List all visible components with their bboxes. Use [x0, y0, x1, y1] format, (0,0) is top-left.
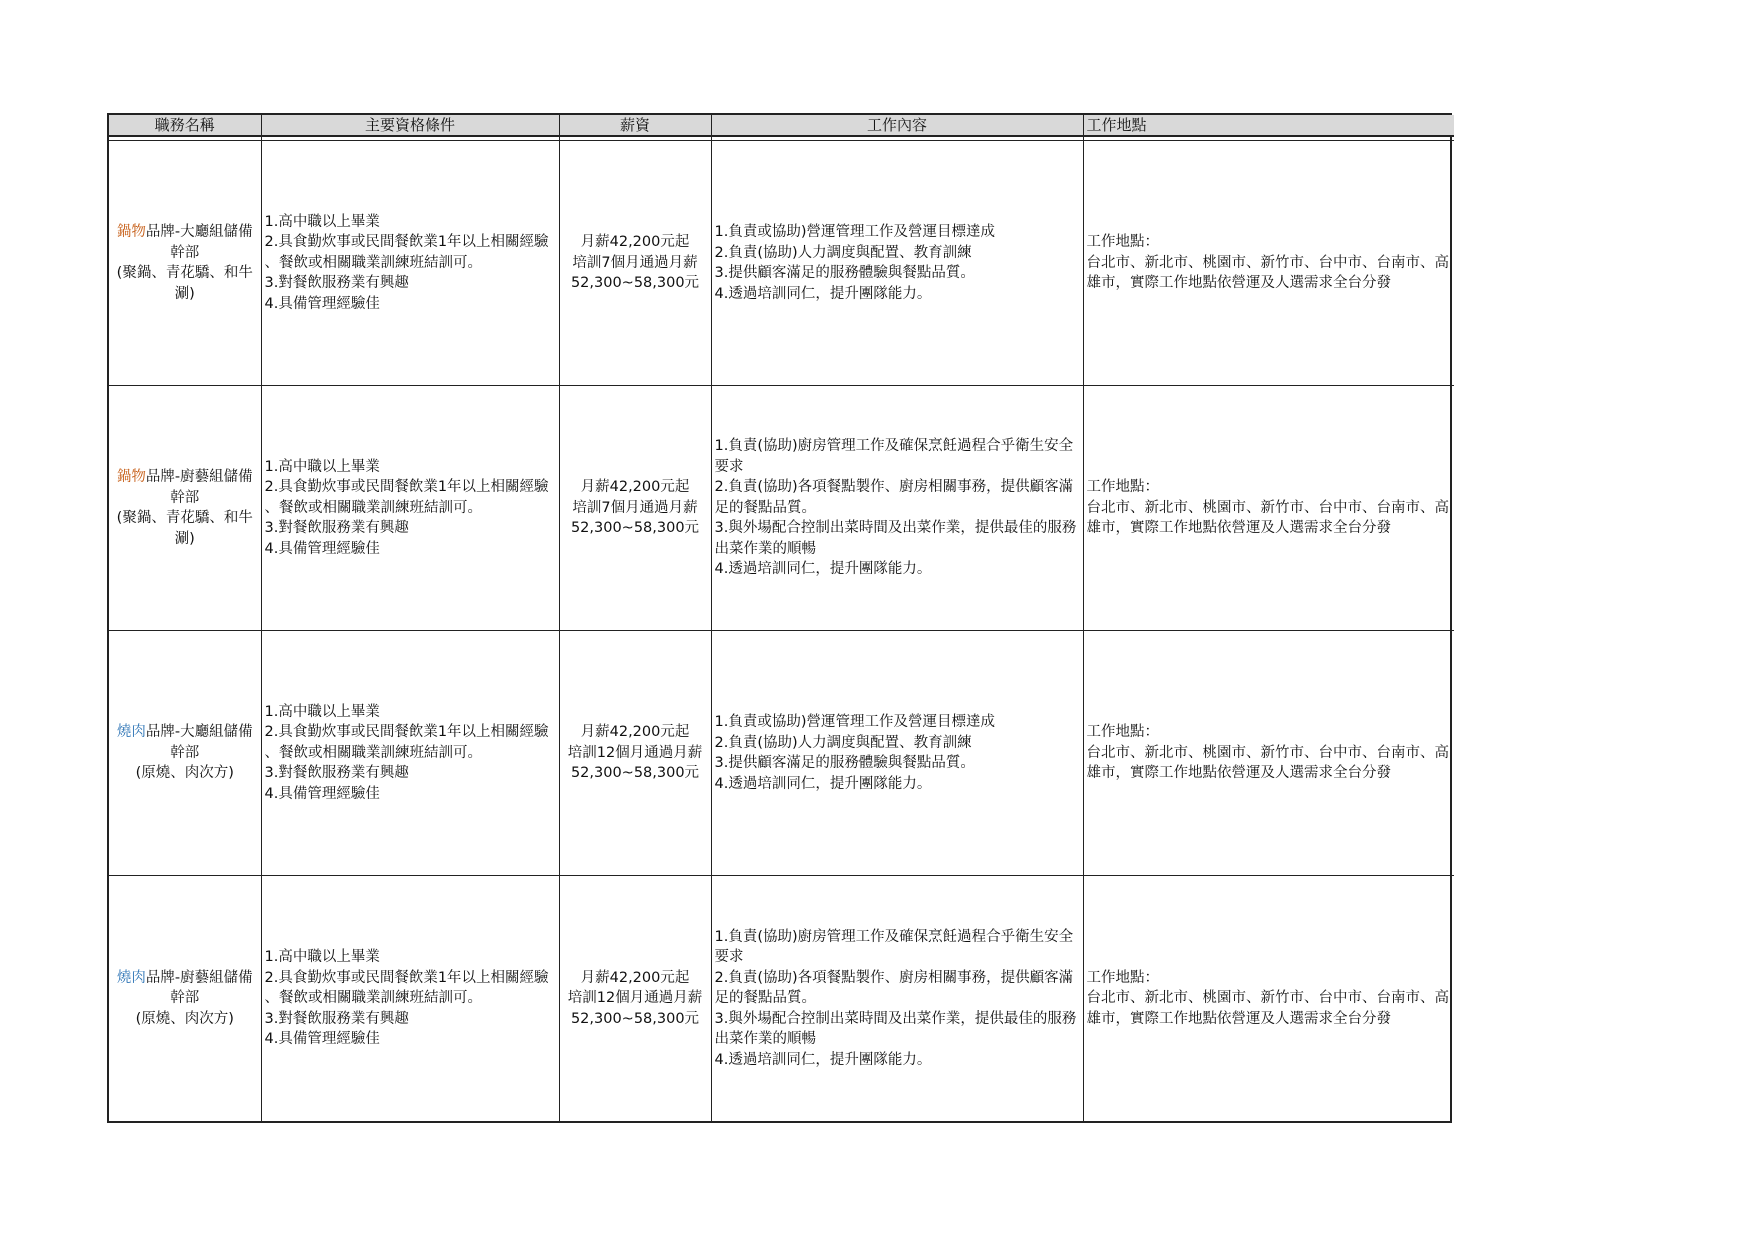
duty-line: 1.負責或協助)營運管理工作及營運目標達成: [714, 224, 995, 240]
duty-line: 1.負責或協助)營運管理工作及營運目標達成: [714, 714, 995, 730]
qualification-line: 1.高中職以上畢業: [264, 458, 380, 475]
table-header: [109, 115, 1454, 136]
duty-line: 2.負責(協助)各項餐點製作、廚房相關事務，提供顧客滿足的餐點品質。: [714, 479, 1074, 516]
header-location: 工作地點: [1083, 115, 1454, 136]
brand-list: (原燒、肉次方): [135, 765, 234, 782]
duty-line: 3.提供顧客滿足的服務體驗與餐點品質。: [714, 755, 975, 771]
duties-cell: [711, 876, 1083, 1121]
qualification-line: 2.具食勤炊事或民間餐飲業1年以上相關經驗: [264, 234, 549, 251]
location-label: 工作地點：: [1086, 234, 1159, 251]
salary-cell: [559, 876, 711, 1121]
job-title: [112, 467, 258, 508]
job-title: [112, 722, 258, 763]
duty-line: 4.透過培訓同仁，提升團隊能力。: [714, 775, 932, 792]
qualifications-cell: [261, 876, 559, 1121]
qualification-line: 1.高中職以上畢業: [264, 949, 380, 965]
qualification-line: 3.對餐飲服務業有興趣: [264, 765, 409, 782]
job-table: [109, 115, 1454, 1121]
duties-cell: [711, 631, 1083, 876]
job-title-cell: [109, 876, 261, 1121]
duty-line: 4.透過培訓同仁，提升團隊能力。: [714, 1051, 932, 1068]
duty-line: 4.透過培訓同仁，提升團隊能力。: [714, 561, 932, 578]
qualification-line: 3.對餐飲服務業有興趣: [264, 275, 409, 292]
qualification-line: 4.具備管理經驗佳: [264, 1031, 380, 1047]
qualification-line: 4.具備管理經驗佳: [264, 540, 380, 557]
qualification-line: 3.對餐飲服務業有興趣: [264, 520, 409, 537]
salary-line: 52,300~58,300元: [570, 520, 700, 537]
duty-line: 3.與外場配合控制出菜時間及出菜作業，提供最佳的服務出菜作業的順暢: [714, 1010, 1077, 1047]
table-row: [109, 386, 1454, 631]
duty-line: 1.負責(協助)廚房管理工作及確保烹飪過程合乎衛生安全要求: [714, 928, 1074, 965]
qualification-line: 2.具食勤炊事或民間餐飲業1年以上相關經驗: [264, 724, 549, 741]
duty-line: 3.提供顧客滿足的服務體驗與餐點品質。: [714, 265, 975, 281]
brand-name: 鍋物: [116, 469, 146, 485]
salary-line: 52,300~58,300元: [570, 765, 700, 782]
qualification-line: 4.具備管理經驗佳: [264, 295, 380, 312]
qualifications-cell: [261, 386, 559, 631]
location-text: 台北市、新北市、桃園市、新竹市、台中市、台南市、高雄市，實際工作地點依營運及人選需求全台分發: [1086, 254, 1449, 292]
qualification-line: 、餐飲或相關職業訓練班結訓可。: [264, 990, 482, 1006]
location-text: 台北市、新北市、桃園市、新竹市、台中市、台南市、高雄市，實際工作地點依營運及人選需求全台分發: [1086, 744, 1449, 782]
job-title-text: 品牌-廚藝組儲備幹部: [145, 969, 253, 1006]
salary-line: 培訓12個月通過月薪: [567, 744, 703, 761]
salary-cell: [559, 386, 711, 631]
table-body: [109, 141, 1454, 1121]
job-title: [112, 222, 258, 263]
qualification-line: 、餐飲或相關職業訓練班結訓可。: [264, 499, 482, 516]
location-text: 台北市、新北市、桃園市、新竹市、台中市、台南市、高雄市，實際工作地點依營運及人選需求全台分發: [1086, 499, 1449, 537]
salary-line: 培訓12個月通過月薪: [567, 990, 703, 1006]
brand-name: 燒肉: [116, 724, 146, 741]
location-label: 工作地點：: [1086, 969, 1159, 986]
salary-line: 月薪42,200元起: [580, 969, 690, 986]
table-row: [109, 141, 1454, 386]
qualification-line: 2.具食勤炊事或民間餐飲業1年以上相關經驗: [264, 969, 549, 986]
job-title-text: 品牌-大廳組儲備幹部: [145, 724, 253, 761]
location-cell: [1083, 631, 1454, 876]
salary-line: 培訓7個月通過月薪: [572, 254, 698, 271]
qualifications-cell: [261, 631, 559, 876]
duty-line: 4.透過培訓同仁，提升團隊能力。: [714, 285, 932, 302]
qualifications-cell: [261, 141, 559, 386]
duty-line: 2.負責(協助)各項餐點製作、廚房相關事務，提供顧客滿足的餐點品質。: [714, 969, 1074, 1006]
location-cell: [1083, 386, 1454, 631]
duties-cell: [711, 141, 1083, 386]
brand-name: 燒肉: [116, 969, 146, 986]
table-row: [109, 631, 1454, 876]
qualification-line: 、餐飲或相關職業訓練班結訓可。: [264, 254, 482, 271]
header-title: 職務名稱: [109, 115, 261, 136]
salary-line: 培訓7個月通過月薪: [572, 499, 698, 516]
salary-line: 月薪42,200元起: [580, 234, 690, 251]
brand-list: (原燒、肉次方): [135, 1010, 234, 1027]
location-label: 工作地點：: [1086, 724, 1159, 741]
qualification-line: 4.具備管理經驗佳: [264, 785, 380, 802]
job-title-cell: [109, 631, 261, 876]
brand-list: (聚鍋、青花驕、和牛涮): [116, 265, 253, 302]
qualification-line: 1.高中職以上畢業: [264, 213, 380, 230]
brand-list: (聚鍋、青花驕、和牛涮): [116, 510, 253, 547]
location-label: 工作地點：: [1086, 479, 1159, 496]
location-cell: [1083, 141, 1454, 386]
job-title-cell: [109, 141, 261, 386]
duty-line: 2.負責(協助)人力調度與配置、教育訓練: [714, 244, 972, 261]
location-text: 台北市、新北市、桃園市、新竹市、台中市、台南市、高雄市，實際工作地點依營運及人選需求全台分發: [1086, 990, 1449, 1027]
job-title-text: 品牌-廚藝組儲備幹部: [145, 469, 253, 506]
salary-line: 52,300~58,300元: [570, 275, 700, 292]
location-cell: [1083, 876, 1454, 1121]
duty-line: 2.負責(協助)人力調度與配置、教育訓練: [714, 734, 972, 751]
table-row: [109, 876, 1454, 1121]
qualification-line: 3.對餐飲服務業有興趣: [264, 1010, 409, 1027]
salary-line: 52,300~58,300元: [570, 1010, 700, 1027]
job-title-text: 品牌-大廳組儲備幹部: [145, 224, 253, 261]
qualification-line: 、餐飲或相關職業訓練班結訓可。: [264, 744, 482, 761]
job-title: [112, 968, 258, 1009]
qualification-line: 1.高中職以上畢業: [264, 703, 380, 720]
duties-cell: [711, 386, 1083, 631]
brand-name: 鍋物: [116, 224, 146, 240]
duty-line: 3.與外場配合控制出菜時間及出菜作業，提供最佳的服務出菜作業的順暢: [714, 520, 1077, 557]
job-table-sheet: [107, 113, 1452, 1123]
duty-line: 1.負責(協助)廚房管理工作及確保烹飪過程合乎衛生安全要求: [714, 438, 1074, 475]
header-duties: 工作內容: [711, 115, 1083, 136]
salary-line: 月薪42,200元起: [580, 479, 690, 496]
salary-cell: [559, 141, 711, 386]
qualification-line: 2.具食勤炊事或民間餐飲業1年以上相關經驗: [264, 479, 549, 496]
salary-cell: [559, 631, 711, 876]
salary-line: 月薪42,200元起: [580, 724, 690, 741]
header-salary: 薪資: [559, 115, 711, 136]
header-qualifications: 主要資格條件: [261, 115, 559, 136]
job-title-cell: [109, 386, 261, 631]
